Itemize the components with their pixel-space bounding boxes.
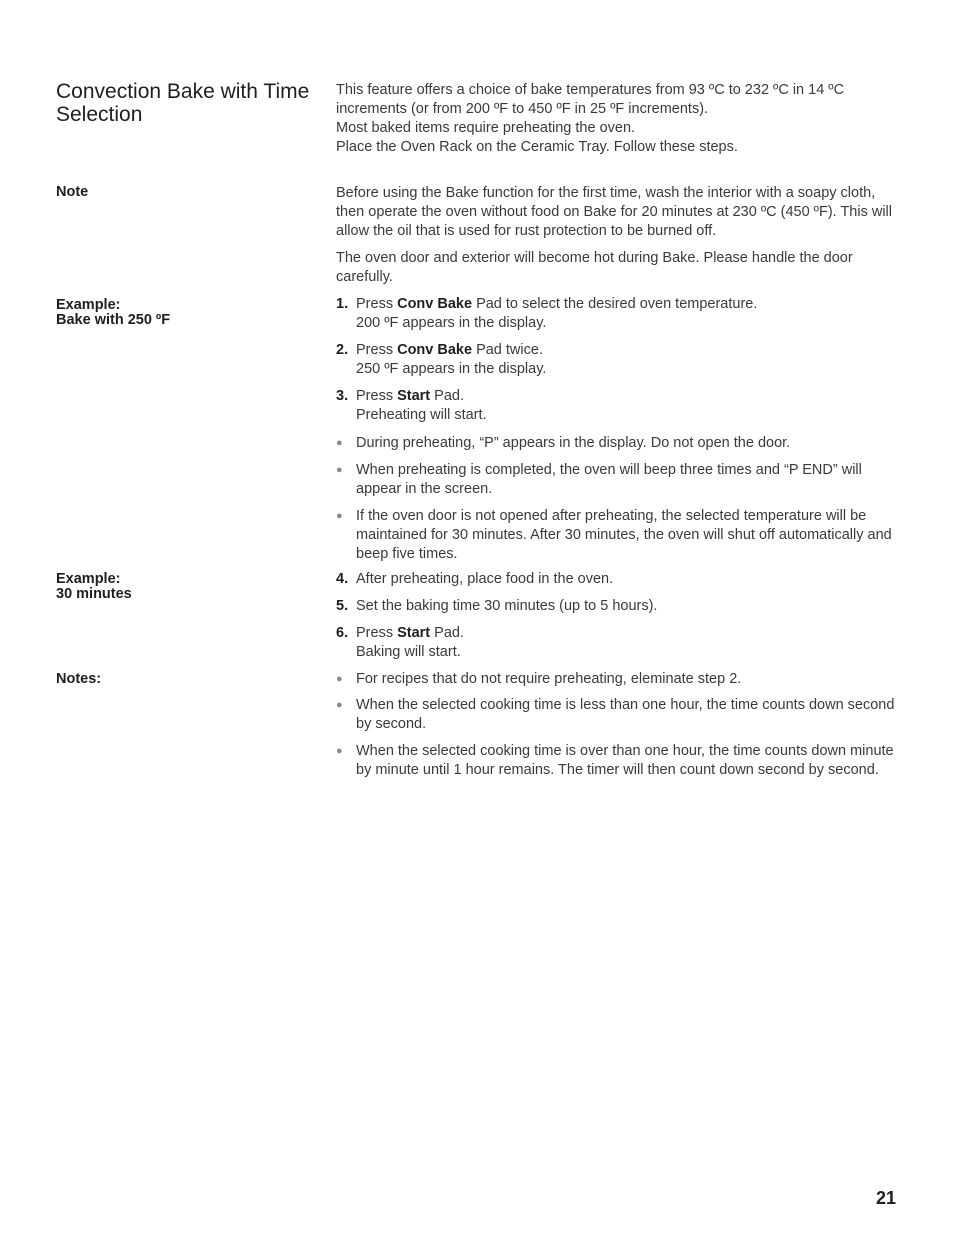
- bullet-icon: ●: [336, 673, 343, 685]
- bullet-text: During preheating, “P” appears in the display. Do not open the door.: [356, 435, 791, 451]
- bullet-icon: ●: [336, 437, 343, 449]
- example-label-line: Example:: [56, 297, 121, 313]
- bullet-item: [336, 434, 906, 453]
- notes-list: [336, 670, 906, 780]
- step-result: Preheating will start.: [356, 407, 487, 423]
- bullet-text: When preheating is completed, the oven will beep three times and “P END” will appear in the screen.: [356, 462, 862, 497]
- bullet-text: For recipes that do not require preheating, eleminate step 2.: [356, 671, 742, 687]
- bullet-icon: ●: [336, 464, 343, 476]
- step-text: Pad to select the desired oven temperature.: [472, 296, 758, 312]
- note-paragraph: Before using the Bake function for the first time, wash the interior with a soapy cloth, then operate the oven without food on Bake for 20 minutes at 230 ºC (450 ºF). This will allow the oil that is used for rust protection to be burned off.: [336, 185, 892, 239]
- step-item: [336, 624, 906, 662]
- bullet-item: [336, 696, 906, 734]
- step-item: [336, 295, 906, 333]
- example-label-line: Example:: [56, 571, 121, 587]
- page-number: 21: [875, 1188, 896, 1208]
- step-number: 6.: [336, 625, 349, 641]
- step-text: Pad twice.: [472, 342, 543, 358]
- step-text: Press: [356, 342, 398, 358]
- step-number: 2.: [336, 342, 349, 358]
- note-text: [336, 184, 906, 287]
- bullet-text: When the selected cooking time is less than one hour, the time counts down second by second.: [356, 697, 895, 732]
- step-result: 200 ºF appears in the display.: [356, 315, 547, 331]
- step-text: After preheating, place food in the oven.: [356, 571, 614, 587]
- note-label: Note: [56, 184, 89, 200]
- bullet-item: [336, 670, 906, 689]
- example1-steps: [336, 295, 906, 564]
- intro-text: [336, 81, 906, 157]
- step-number: 4.: [336, 571, 349, 587]
- step-number: 3.: [336, 388, 349, 404]
- bullet-item: [336, 507, 906, 564]
- step-text: Press: [356, 388, 398, 404]
- step-item: [336, 597, 906, 616]
- pad-name: Conv Bake: [397, 296, 473, 312]
- step-number: 1.: [336, 296, 349, 312]
- step-item: [336, 341, 906, 379]
- bullet-icon: ●: [336, 699, 343, 711]
- step-item: [336, 570, 906, 589]
- example-label-bake: [56, 298, 306, 328]
- step-result: Baking will start.: [356, 644, 461, 660]
- pad-name: Conv Bake: [397, 342, 473, 358]
- step-result: 250 ºF appears in the display.: [356, 361, 547, 377]
- step-number: 5.: [336, 598, 349, 614]
- step-text: Pad.: [430, 388, 464, 404]
- bullet-item: [336, 461, 906, 499]
- step-text: Press: [356, 296, 398, 312]
- note-paragraph: The oven door and exterior will become hot during Bake. Please handle the door carefully.: [336, 250, 853, 285]
- bullet-text: If the oven door is not opened after preheating, the selected temperature will be maintained for 30 minutes. After 30 minutes, the oven will shut off automatically and beep five times.: [356, 508, 892, 562]
- example-label-time: [56, 572, 306, 602]
- intro-line: Most baked items require preheating the oven.: [336, 120, 636, 136]
- pad-name: Start: [397, 388, 431, 404]
- step-text: Press: [356, 625, 398, 641]
- step-item: [336, 387, 906, 425]
- example2-steps: [336, 570, 906, 662]
- notes-label: Notes:: [56, 671, 102, 687]
- bullet-text: When the selected cooking time is over than one hour, the time counts down minute by minute until 1 hour remains. The timer will then count down second by second.: [356, 743, 894, 778]
- bullet-item: [336, 742, 906, 780]
- bullet-icon: ●: [336, 745, 343, 757]
- pad-name: Start: [397, 625, 431, 641]
- page-title: Convection Bake with Time Selection: [56, 80, 310, 126]
- intro-line: This feature offers a choice of bake temperatures from 93 ºC to 232 ºC in 14 ºC increments (or from 200 ºF to 450 ºF in 25 ºF increments).: [336, 82, 845, 117]
- step-text: Pad.: [430, 625, 464, 641]
- bullet-icon: ●: [336, 510, 343, 522]
- example-label-line: 30 minutes: [56, 586, 132, 602]
- example-label-line: Bake with 250 ºF: [56, 312, 171, 328]
- step-text: Set the baking time 30 minutes (up to 5 hours).: [356, 598, 658, 614]
- intro-line: Place the Oven Rack on the Ceramic Tray. Follow these steps.: [336, 139, 738, 155]
